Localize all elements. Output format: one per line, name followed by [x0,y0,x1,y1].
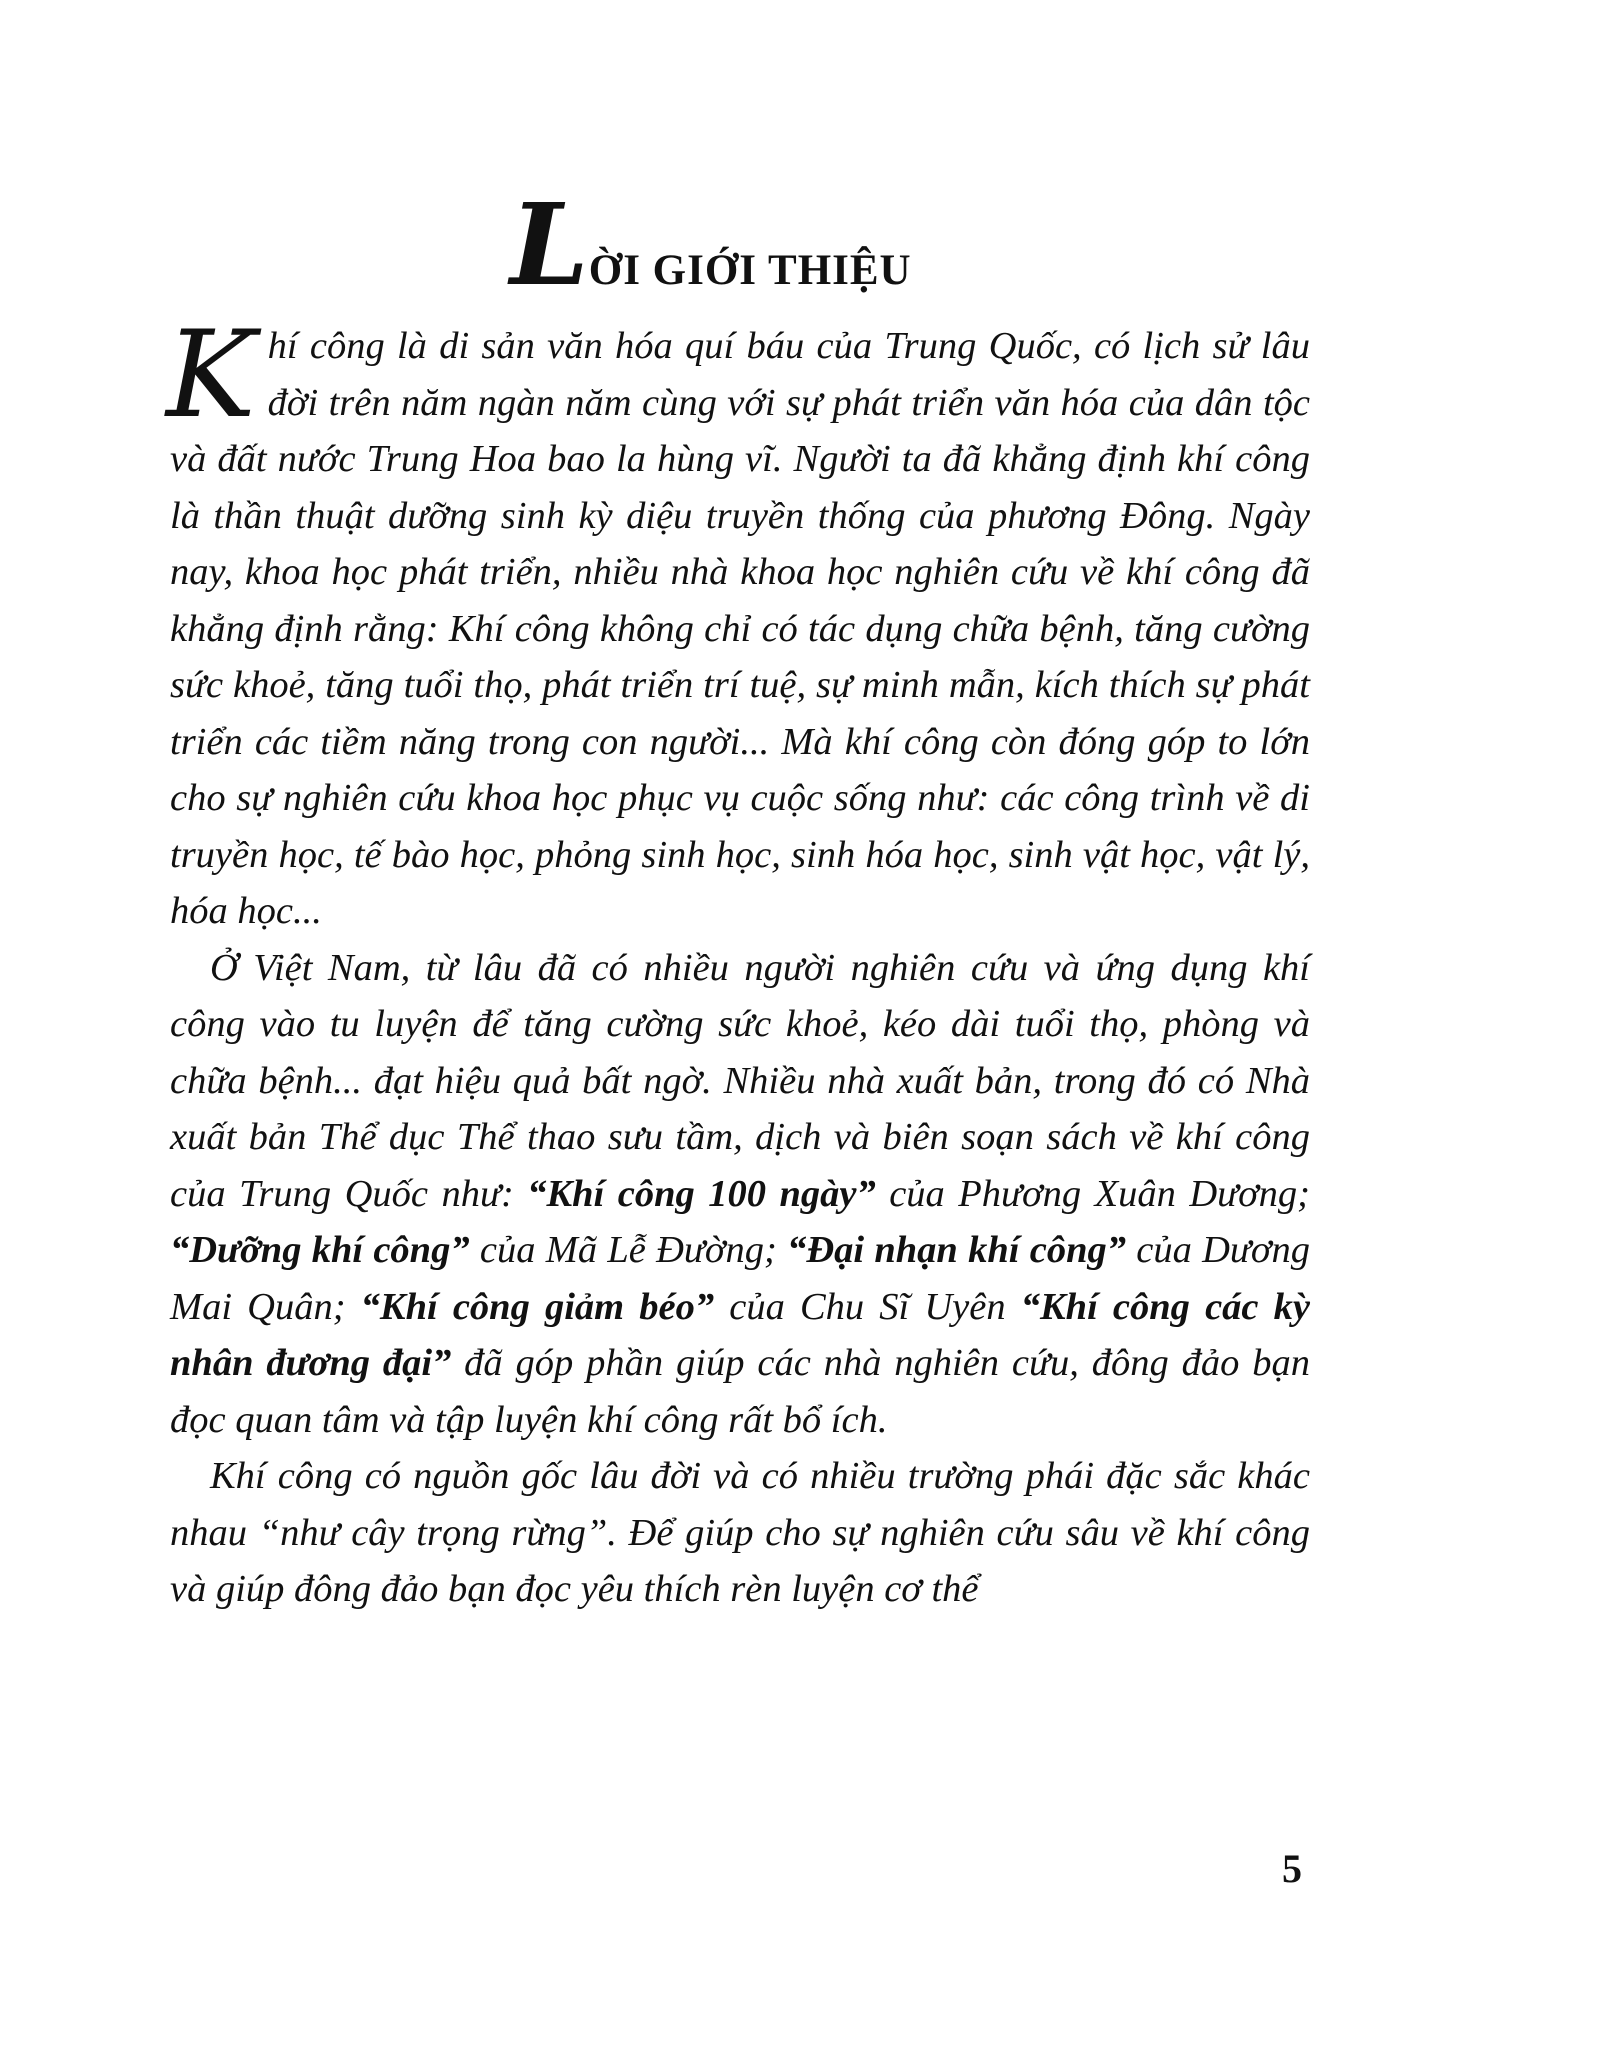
page-number: 5 [1282,1846,1302,1891]
paragraph-1-text: hí công là di sản văn hóa quí báu của Trung Quốc, có lịch sử lâu đời trên năm ngàn năm cùng với sự phát triển văn hóa của dân tộc và đất nước Trung Hoa bao la hùng vĩ. Người ta đã khẳng định khí công là thần thuật dưỡng sinh kỳ diệu truyền thống của phương Đông. Ngày nay, khoa học phát triển, nhiều nhà khoa học nghiên cứu về khí công đã khẳng định rằng: Khí công không chỉ có tác dụng chữa bệnh, tăng cường sức khoẻ, tăng tuổi thọ, phát triển trí tuệ, sự minh mẫn, kích thích sự phát triển các tiềm năng trong con người... Mà khí công còn đóng góp to lớn cho sự nghiên cứu khoa học phục vụ cuộc sống như: các công trình về di truyền học, tế bào học, phỏng sinh học, sinh hóa học, sinh vật học, vật lý, hóa học... [170,325,1310,932]
book-title-1: “Khí công 100 ngày” [527,1172,876,1215]
paragraph-1 [166,306,1310,940]
body-text [166,306,1310,1618]
paragraph-3 [170,1448,1310,1618]
paragraph-2-text-a: Ở Việt Nam, từ lâu đã có nhiều người nghiên cứu và ứng dụng khí công vào tu luyện để tăng cường sức khoẻ, kéo dài tuổi thọ, phòng và chữa bệnh... đạt hiệu quả bất ngờ. Nhiều nhà xuất bản, trong đó có Nhà xuất bản Thể dục Thể thao sưu tầm, dịch và biên soạn sách về khí công của Trung Quốc như: [170,946,1310,1215]
book-title-5: “Khí công các kỳ nhân đương đại” [170,1285,1310,1384]
paragraph-3-text: Khí công có nguồn gốc lâu đời và có nhiều trường phái đặc sắc khác nhau “như cây trọng rừng”. Để giúp cho sự nghiên cứu sâu về khí công và giúp đông đảo bạn đọc yêu thích rèn luyện cơ thể [170,1455,1310,1610]
paragraph-2-text-c1: của Phương Xuân Dương; [875,1172,1310,1215]
paragraph-2-text-c4: của Chu Sĩ Uyên [714,1285,1021,1328]
title-text: ỜI GIỚI THIỆU [588,247,912,294]
paragraph-2-text-c3: của Dương Mai Quân; [170,1229,1310,1328]
title-initial-letter: L [510,180,589,311]
page-title [510,180,1070,311]
book-title-4: “Khí công giảm béo” [360,1285,715,1328]
paragraph-2 [170,940,1310,1449]
paragraph-2-text-c5: đã góp phần giúp các nhà nghiên cứu, đông đảo bạn đọc quan tâm và tập luyện khí công rất bổ ích. [170,1342,1310,1441]
paragraph-2-text-c2: của Mã Lễ Đường; [469,1229,788,1271]
book-title-2: “Dưỡng khí công” [170,1229,470,1271]
drop-cap-letter: K [166,306,256,445]
book-title-3: “Đại nhạn khí công” [787,1229,1126,1271]
